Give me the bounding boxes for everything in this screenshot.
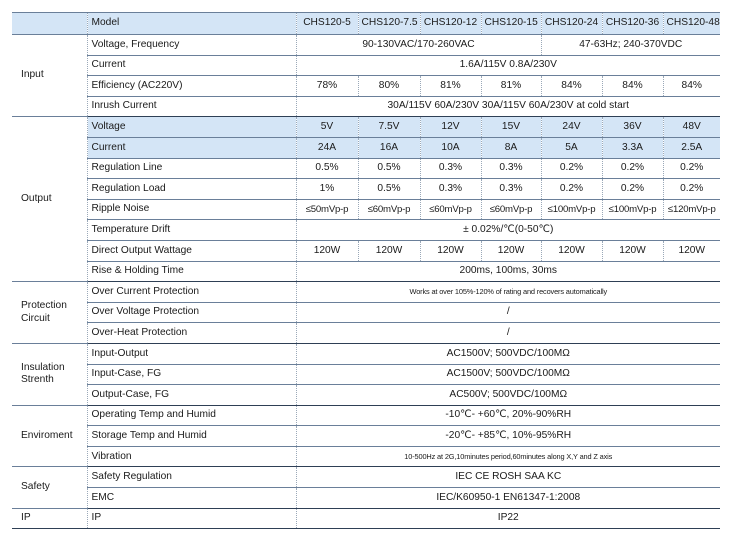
table-row (12, 426, 720, 447)
cell-value: 7.5V (358, 117, 420, 138)
cell-value: 81% (420, 76, 481, 97)
cell-value: ± 0.02%/℃(0-50℃) (296, 220, 720, 241)
cell-value: 120W (602, 240, 663, 261)
cell-value: 78% (296, 76, 358, 97)
row-label: Direct Output Wattage (87, 240, 296, 261)
table-row (12, 35, 720, 56)
row-label: Output-Case, FG (87, 385, 296, 406)
cell-value: 120W (541, 240, 602, 261)
row-label: Storage Temp and Humid (87, 426, 296, 447)
spec-table (12, 12, 720, 529)
cell-value: 0.2% (663, 158, 720, 179)
table-row (12, 446, 720, 467)
model-name: CHS120-48 (663, 13, 720, 35)
table-row (12, 240, 720, 261)
cell-value: 2.5A (663, 137, 720, 158)
cell-value: 3.3A (602, 137, 663, 158)
cell-value: 10-500Hz at 2G,10minutes period,60minutes along X,Y and Z axis (296, 446, 720, 467)
cell-value: 120W (420, 240, 481, 261)
table-row (12, 488, 720, 509)
row-label: Ripple Noise (87, 199, 296, 220)
cell-value: ≤60mVp-p (358, 199, 420, 220)
cell-value: 24V (541, 117, 602, 138)
cell-value: 1.6A/115V 0.8A/230V (296, 55, 720, 76)
cell-value: 0.2% (541, 158, 602, 179)
category-output: Output (12, 117, 87, 282)
cell-value: 120W (358, 240, 420, 261)
row-label: Inrush Current (87, 96, 296, 117)
cell-value: Works at over 105%-120% of rating and recovers automatically (296, 282, 720, 303)
row-label: EMC (87, 488, 296, 509)
row-label: Over Voltage Protection (87, 302, 296, 323)
table-row (12, 261, 720, 282)
cell-value: ≤60mVp-p (481, 199, 541, 220)
table-row (12, 220, 720, 241)
cell-value: 80% (358, 76, 420, 97)
category-insulation: Insulation Strenth (12, 343, 87, 405)
table-row (12, 55, 720, 76)
cell-value: AC1500V; 500VDC/100MΩ (296, 364, 720, 385)
cell-value: / (296, 323, 720, 344)
cell-value: 47-63Hz; 240-370VDC (541, 35, 720, 56)
cell-value: 0.3% (420, 179, 481, 200)
table-row (12, 385, 720, 406)
cell-value: ≤100mVp-p (602, 199, 663, 220)
table-row (12, 137, 720, 158)
row-label: Rise & Holding Time (87, 261, 296, 282)
table-row (12, 302, 720, 323)
table-row (12, 282, 720, 303)
row-label: Input-Output (87, 343, 296, 364)
cell-value: 0.2% (602, 158, 663, 179)
table-row (12, 405, 720, 426)
header-row (12, 13, 720, 35)
row-label: Safety Regulation (87, 467, 296, 488)
header-corner (12, 13, 87, 35)
table-row (12, 199, 720, 220)
cell-value: 90-130VAC/170-260VAC (296, 35, 541, 56)
model-name: CHS120-12 (420, 13, 481, 35)
row-label: Over Current Protection (87, 282, 296, 303)
cell-value: 84% (602, 76, 663, 97)
cell-value: ≤60mVp-p (420, 199, 481, 220)
model-name: CHS120-24 (541, 13, 602, 35)
table-row (12, 158, 720, 179)
model-name: CHS120-7.5 (358, 13, 420, 35)
cell-value: 16A (358, 137, 420, 158)
table-row (12, 179, 720, 200)
category-safety: Safety (12, 467, 87, 508)
category-protection: Protection Circuit (12, 282, 87, 344)
cell-value: -10℃- +60℃, 20%-90%RH (296, 405, 720, 426)
cell-value: -20℃- +85℃, 10%-95%RH (296, 426, 720, 447)
cell-value: 5A (541, 137, 602, 158)
row-label: IP (87, 508, 296, 529)
row-label: Current (87, 55, 296, 76)
cell-value: 15V (481, 117, 541, 138)
cell-value: 0.5% (358, 179, 420, 200)
cell-value: 10A (420, 137, 481, 158)
cell-value: 81% (481, 76, 541, 97)
header-label: Model (87, 13, 296, 35)
cell-value: 36V (602, 117, 663, 138)
table-row (12, 467, 720, 488)
model-name: CHS120-15 (481, 13, 541, 35)
table-row (12, 76, 720, 97)
cell-value: ≤100mVp-p (541, 199, 602, 220)
row-label: Current (87, 137, 296, 158)
category-environment: Enviroment (12, 405, 87, 467)
row-label: Input-Case, FG (87, 364, 296, 385)
cell-value: 0.2% (663, 179, 720, 200)
cell-value: 120W (296, 240, 358, 261)
cell-value: 1% (296, 179, 358, 200)
cell-value: / (296, 302, 720, 323)
cell-value: ≤120mVp-p (663, 199, 720, 220)
cell-value: 0.2% (541, 179, 602, 200)
table-row (12, 343, 720, 364)
cell-value: 0.3% (420, 158, 481, 179)
table-row (12, 364, 720, 385)
cell-value: AC1500V; 500VDC/100MΩ (296, 343, 720, 364)
cell-value: 5V (296, 117, 358, 138)
cell-value: ≤50mVp-p (296, 199, 358, 220)
category-ip: IP (12, 508, 87, 529)
table-row (12, 117, 720, 138)
cell-value: 8A (481, 137, 541, 158)
cell-value: 0.5% (296, 158, 358, 179)
cell-value: 84% (663, 76, 720, 97)
row-label: Vibration (87, 446, 296, 467)
cell-value: IP22 (296, 508, 720, 529)
spec-sheet (12, 12, 720, 529)
category-input: Input (12, 35, 87, 117)
cell-value: 200ms, 100ms, 30ms (296, 261, 720, 282)
row-label: Efficiency (AC220V) (87, 76, 296, 97)
model-name: CHS120-36 (602, 13, 663, 35)
cell-value: 0.5% (358, 158, 420, 179)
row-label: Operating Temp and Humid (87, 405, 296, 426)
row-label: Voltage (87, 117, 296, 138)
cell-value: IEC/K60950-1 EN61347-1:2008 (296, 488, 720, 509)
table-row (12, 508, 720, 529)
row-label: Regulation Load (87, 179, 296, 200)
cell-value: 120W (663, 240, 720, 261)
row-label: Temperature Drift (87, 220, 296, 241)
cell-value: 12V (420, 117, 481, 138)
cell-value: 48V (663, 117, 720, 138)
cell-value: IEC CE ROSH SAA KC (296, 467, 720, 488)
table-row (12, 323, 720, 344)
row-label: Regulation Line (87, 158, 296, 179)
cell-value: 24A (296, 137, 358, 158)
cell-value: 0.2% (602, 179, 663, 200)
cell-value: 30A/115V 60A/230V 30A/115V 60A/230V at cold start (296, 96, 720, 117)
cell-value: 120W (481, 240, 541, 261)
cell-value: AC500V; 500VDC/100MΩ (296, 385, 720, 406)
cell-value: 0.3% (481, 158, 541, 179)
model-name: CHS120-5 (296, 13, 358, 35)
cell-value: 0.3% (481, 179, 541, 200)
row-label: Voltage, Frequency (87, 35, 296, 56)
table-row (12, 96, 720, 117)
row-label: Over-Heat Protection (87, 323, 296, 344)
cell-value: 84% (541, 76, 602, 97)
